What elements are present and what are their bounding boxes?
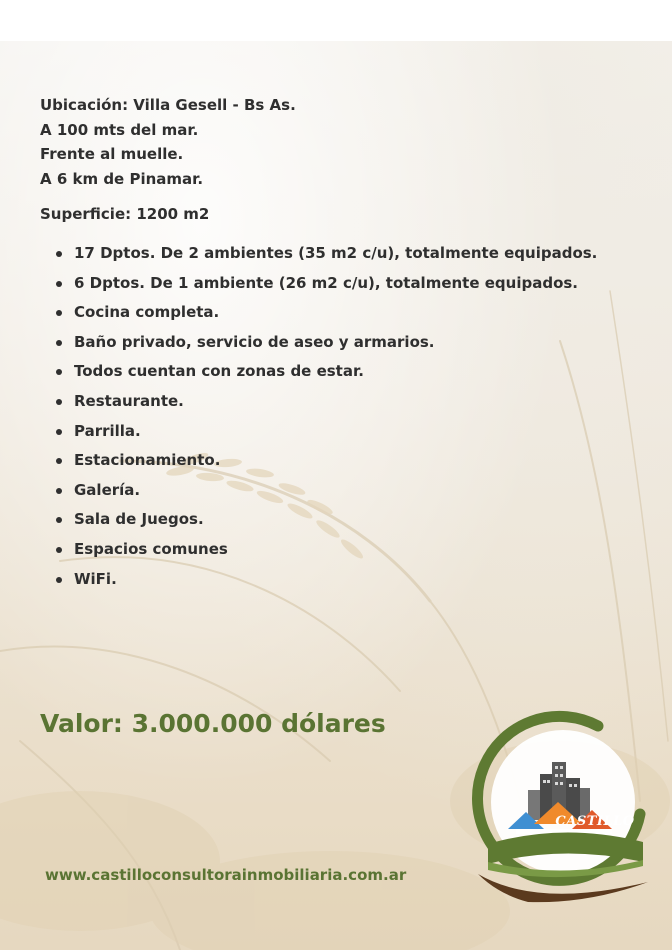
list-item [56,298,597,328]
list-item-text: 6 Dptos. De 1 ambiente (26 m2 c/u), totalmente equipados. [74,273,579,292]
logo-text: CASTILLO [555,814,635,829]
bullet-icon [56,399,62,405]
castillo-logo [468,704,658,904]
surface-text: Superficie: 1200 m2 [40,205,210,223]
bullet-icon [56,488,62,494]
list-item [56,269,597,299]
list-item-text: Espacios comunes [74,539,228,558]
list-item-text: Parrilla. [74,421,141,440]
flyer-page [0,41,672,950]
list-item-text: Cocina completa. [74,303,220,322]
bullet-icon [56,281,62,287]
bullet-icon [56,310,62,316]
bullet-icon [56,577,62,583]
list-item-text: Todos cuentan con zonas de estar. [74,362,364,381]
location-block [40,93,296,191]
list-item-text: Galería. [74,480,141,499]
list-item-text: Sala de Juegos. [74,510,204,529]
list-item [56,417,597,447]
features-list [56,239,597,594]
bullet-icon [56,458,62,464]
location-line: A 6 km de Pinamar. [40,169,204,188]
list-item [56,387,597,417]
list-item [56,239,597,269]
bullet-icon [56,340,62,346]
location-line: Ubicación: Villa Gesell - Bs As. [40,96,296,114]
list-item-text: Estacionamiento. [74,451,221,470]
bullet-icon [56,547,62,553]
website-link[interactable]: www.castilloconsultorainmobiliaria.com.ar [45,866,407,884]
list-item [56,357,597,387]
location-line: A 100 mts del mar. [40,120,199,139]
list-item-text: 17 Dptos. De 2 ambientes (35 m2 c/u), totalmente equipados. [74,244,598,262]
bullet-icon [56,517,62,523]
list-item [56,446,597,476]
bullet-icon [56,369,62,375]
list-item [56,328,597,358]
list-item-text: Restaurante. [74,391,184,410]
list-item [56,535,597,565]
price-text: Valor: 3.000.000 dólares [40,709,386,738]
list-item [56,476,597,506]
location-line: Frente al muelle. [40,145,184,163]
list-item-text: WiFi. [74,569,117,588]
bullet-icon [56,429,62,435]
bullet-icon [56,251,62,257]
list-item [56,505,597,535]
list-item [56,565,597,595]
list-item-text: Baño privado, servicio de aseo y armarios. [74,332,435,351]
